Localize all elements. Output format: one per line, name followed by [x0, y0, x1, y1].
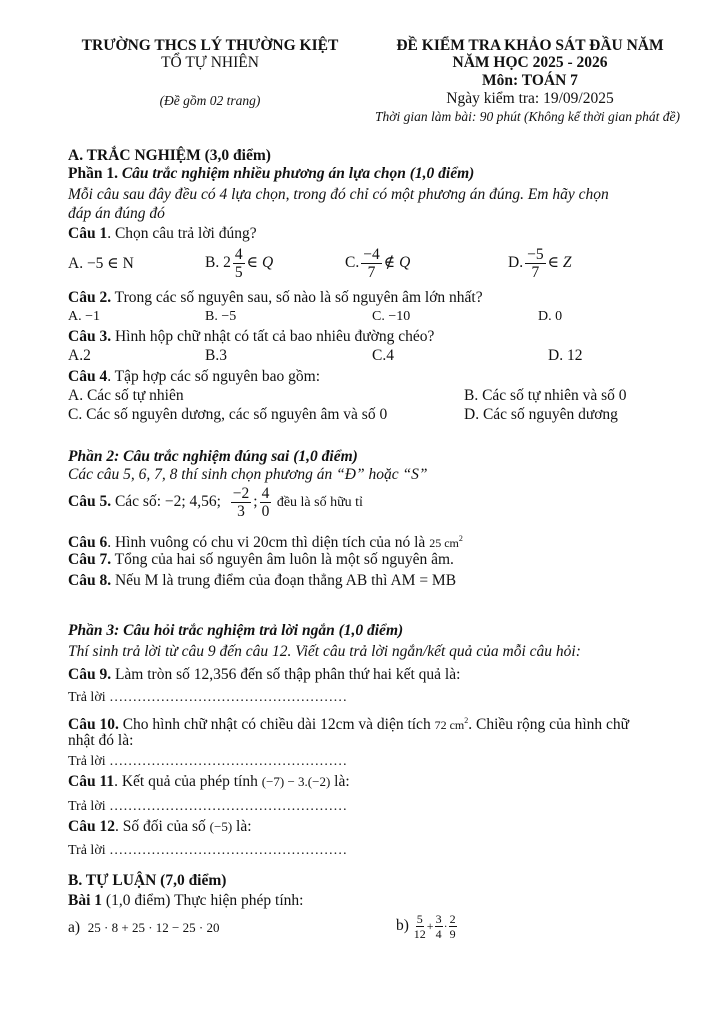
option-text: ∈ Q	[246, 254, 274, 272]
question-6	[68, 530, 463, 552]
fraction	[361, 246, 382, 281]
q4-option-d: D. Các số nguyên dương	[464, 406, 618, 423]
denominator: 9	[449, 927, 456, 941]
q7-label: Câu 7.	[68, 551, 112, 568]
q8-label: Câu 8.	[68, 572, 112, 589]
q3-option-b: B.3	[205, 347, 227, 364]
exam-date: Ngày kiểm tra: 19/09/2025	[446, 90, 614, 107]
numerator: 5	[416, 912, 423, 926]
q5-text: Các số: −2; 4,56;	[111, 493, 221, 511]
q4-text: . Tập hợp các số nguyên bao gồm:	[107, 368, 321, 385]
option-text: ∈ Z	[547, 254, 572, 272]
q2-text: Trong các số nguyên sau, số nào là số nguyên âm lớn nhất?	[111, 289, 483, 306]
q11-text: . Kết quả của phép tính	[114, 773, 262, 790]
expression: 25 · 8 + 25 · 12 − 25 · 20	[87, 920, 220, 935]
separator: ;	[253, 493, 258, 511]
part-label: a)	[68, 919, 81, 936]
question-3	[68, 328, 434, 346]
part3-instruction: Thí sinh trả lời từ câu 9 đến câu 12. Viết câu trả lời ngắn/kết quả của mỗi câu hỏi:	[68, 643, 581, 660]
q12-answer-line[interactable]: Trả lời ……………………………………………	[68, 843, 348, 858]
q11-answer-line[interactable]: Trả lời ……………………………………………	[68, 799, 348, 814]
q9-answer-line[interactable]: Trả lời ……………………………………………	[68, 690, 348, 705]
q6-value: 25 cm	[429, 536, 459, 551]
q10-text-end: . Chiều rộng của hình chữ	[468, 716, 630, 734]
denominator: 7	[531, 264, 540, 281]
q11-text-end: là:	[330, 773, 350, 790]
numerator: −5	[527, 246, 544, 263]
numerator: 3	[435, 912, 442, 926]
denominator: 4	[435, 927, 442, 941]
q1-option-d	[508, 246, 572, 281]
exercise-1b	[396, 912, 458, 941]
q5-text-end: đều là số hữu tỉ	[273, 495, 363, 511]
fraction	[449, 912, 457, 941]
q10-line2: nhật đó là:	[68, 732, 134, 749]
q4-label: Câu 4	[68, 368, 108, 385]
q1-option-c	[345, 246, 410, 281]
q10-text: Cho hình chữ nhật có chiều dài 12cm và diện tích	[118, 716, 435, 734]
part3-title: Phần 3: Câu hỏi trắc nghiệm trả lời ngắn (1,0 điểm)	[68, 622, 404, 639]
numerator: −2	[232, 485, 250, 502]
q3-option-d: D. 12	[548, 347, 583, 364]
exponent: 2	[458, 534, 463, 543]
fraction	[435, 912, 443, 941]
subject: Môn: TOÁN 7	[482, 72, 578, 89]
section-b-title: B. TỰ LUẬN (7,0 điểm)	[68, 872, 227, 889]
school-year: NĂM HỌC 2025 - 2026	[452, 54, 608, 71]
q12-text-end: là:	[232, 818, 252, 835]
part1-label: Phần 1.	[68, 165, 118, 182]
q7-text: Tổng của hai số nguyên âm luôn là một số nguyên âm.	[111, 551, 454, 568]
q2-option-b: B. −5	[205, 309, 237, 324]
q6-text: . Hình vuông có chu vi 20cm thì diện tích của nó là	[107, 534, 430, 552]
q12-text: . Số đối của số	[114, 818, 210, 835]
part1-heading: Câu trắc nghiệm nhiều phương án lựa chọn (1,0 điểm)	[117, 165, 475, 182]
section-a-title: A. TRẮC NGHIỆM (3,0 điểm)	[68, 147, 271, 164]
q1-option-a: A. −5 ∈ N	[68, 255, 134, 272]
q4-option-c: C. Các số nguyên dương, các số nguyên âm và số 0	[68, 406, 388, 423]
question-4	[68, 368, 320, 386]
denominator: 12	[413, 927, 426, 941]
option-text: ∉ Q	[383, 254, 411, 272]
denominator: 3	[237, 503, 245, 520]
pages-note: (Đề gồm 02 trang)	[159, 93, 261, 108]
question-5	[68, 485, 363, 520]
q1-label: Câu 1	[68, 225, 108, 242]
question-8	[68, 572, 456, 590]
fraction	[525, 246, 546, 281]
exercise-1-text: (1,0 điểm) Thực hiện phép tính:	[102, 892, 304, 909]
q4-option-b: B. Các số tự nhiên và số 0	[464, 387, 627, 404]
part2-title: Phần 2: Câu trắc nghiệm đúng sai (1,0 điểm)	[68, 448, 358, 465]
part1-instruction: Mỗi câu sau đây đều có 4 lựa chọn, trong đó chỉ có một phương án đúng. Em hãy chọn	[68, 186, 609, 203]
numerator: 4	[234, 246, 243, 263]
option-text: B. 2	[205, 254, 231, 272]
fraction	[233, 246, 245, 281]
q10-answer-line[interactable]: Trả lời ……………………………………………	[68, 754, 348, 769]
fraction	[260, 485, 272, 520]
question-9	[68, 666, 460, 684]
q3-label: Câu 3.	[68, 328, 112, 345]
q2-option-a: A. −1	[68, 309, 101, 324]
q6-label: Câu 6	[68, 534, 108, 552]
q10-label: Câu 10.	[68, 716, 119, 734]
exercise-1-label: Bài 1	[68, 892, 103, 909]
q12-label: Câu 12	[68, 818, 115, 835]
operator: +	[426, 919, 434, 934]
exponent: 2	[464, 716, 469, 725]
q1-option-b	[205, 246, 273, 281]
part1-instruction-cont: đáp án đúng đó	[68, 205, 165, 222]
part-label: b)	[396, 917, 409, 935]
q3-text: Hình hộp chữ nhật có tất cả bao nhiêu đường chéo?	[111, 328, 435, 345]
denominator: 0	[261, 503, 270, 520]
fraction	[231, 485, 252, 520]
q5-label: Câu 5.	[68, 493, 112, 511]
question-1	[68, 225, 257, 243]
question-7	[68, 551, 454, 569]
question-11	[68, 773, 350, 791]
q3-option-c: C.4	[372, 347, 394, 364]
denominator: 7	[367, 264, 376, 281]
question-10	[68, 712, 629, 734]
q2-label: Câu 2.	[68, 289, 112, 306]
numerator: −4	[363, 246, 380, 263]
question-12	[68, 818, 252, 836]
fraction	[414, 912, 426, 941]
q9-label: Câu 9.	[68, 666, 112, 683]
q2-option-d: D. 0	[538, 309, 563, 324]
part1-title	[68, 165, 474, 183]
q11-expression: (−7) − 3.(−2)	[261, 774, 331, 789]
numerator: 4	[261, 485, 270, 502]
numerator: 2	[449, 912, 456, 926]
operator: ·	[443, 919, 448, 934]
option-text: C.	[345, 254, 360, 272]
q2-option-c: C. −10	[372, 309, 411, 324]
q11-label: Câu 11	[68, 773, 115, 790]
q1-text: . Chọn câu trả lời đúng?	[107, 225, 257, 242]
question-2	[68, 289, 483, 307]
exam-title: ĐỀ KIỂM TRA KHẢO SÁT ĐẦU NĂM	[396, 37, 664, 54]
exercise-1a	[68, 919, 219, 937]
duration: Thời gian làm bài: 90 phút (Không kể thời gian phát đề)	[374, 109, 680, 124]
q9-text: Làm tròn số 12,356 đến số thập phân thứ hai kết quả là:	[111, 666, 461, 683]
school-name: TRƯỜNG THCS LÝ THƯỜNG KIỆT	[81, 37, 339, 54]
q3-option-a: A.2	[68, 347, 91, 364]
q4-option-a: A. Các số tự nhiên	[68, 387, 184, 404]
q8-text: Nếu M là trung điểm của đoạn thẳng AB thì AM = MB	[111, 572, 457, 589]
exercise-1	[68, 892, 303, 910]
q12-expression: (−5)	[209, 819, 233, 834]
part2-instruction: Các câu 5, 6, 7, 8 thí sinh chọn phương án “Đ” hoặc “S”	[68, 466, 428, 483]
option-text: D.	[508, 254, 524, 272]
department: TỔ TỰ NHIÊN	[161, 54, 259, 71]
denominator: 5	[234, 264, 243, 281]
q10-value: 72 cm	[434, 718, 465, 733]
